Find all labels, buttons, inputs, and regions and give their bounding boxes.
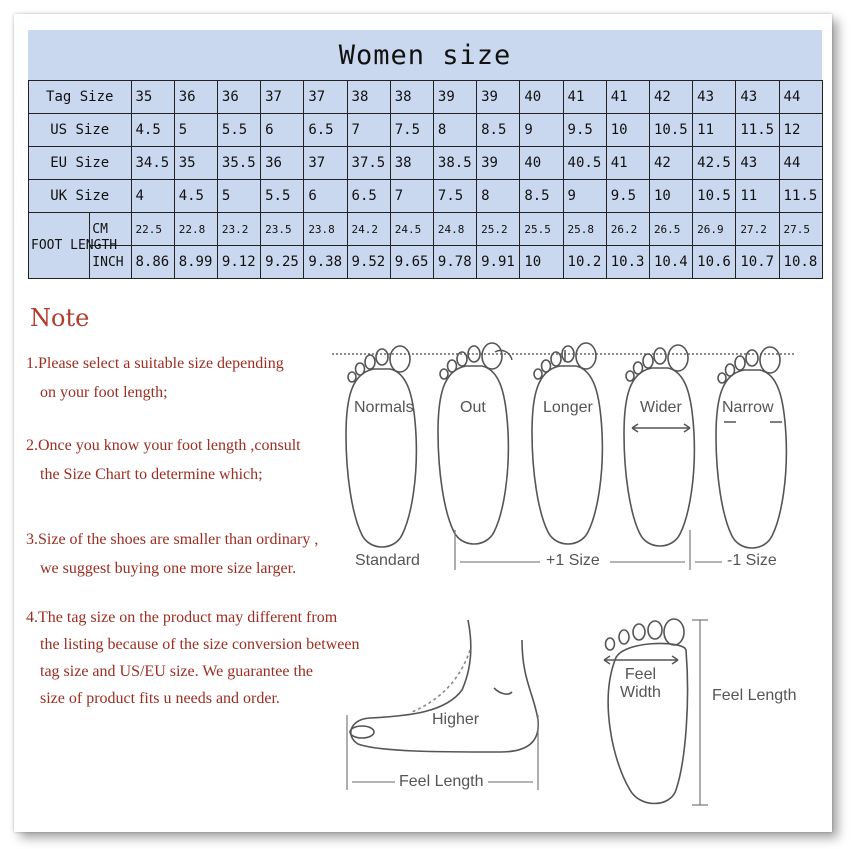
table-cell: 27.2 xyxy=(736,213,779,246)
note-line: the listing because of the size conversion between xyxy=(40,636,360,653)
table-cell: 10 xyxy=(606,114,649,147)
table-cell: 6.5 xyxy=(304,114,347,147)
table-cell: 10 xyxy=(649,180,692,213)
label-standard: Standard xyxy=(355,552,420,569)
label-feel-width-line2: Width xyxy=(620,684,661,701)
table-cell: 11 xyxy=(736,180,779,213)
table-cell: 9.91 xyxy=(477,246,520,279)
table-cell: 10.8 xyxy=(779,246,822,279)
table-cell: 36 xyxy=(261,147,304,180)
table-cell: 7.5 xyxy=(390,114,433,147)
table-cell: 8 xyxy=(477,180,520,213)
table-cell: 40 xyxy=(520,147,563,180)
table-cell: 6 xyxy=(261,114,304,147)
table-cell: 37 xyxy=(304,147,347,180)
table-cell: 11.5 xyxy=(779,180,822,213)
table-cell: 38 xyxy=(347,81,390,114)
table-cell: 39 xyxy=(477,81,520,114)
table-cell: 10.3 xyxy=(606,246,649,279)
label-feel-width-line1: Feel xyxy=(624,666,657,683)
cm-label: CM xyxy=(90,213,131,246)
table-cell: 43 xyxy=(736,81,779,114)
table-cell: 11.5 xyxy=(736,114,779,147)
table-cell: 22.8 xyxy=(174,213,217,246)
table-cell: 9.25 xyxy=(261,246,304,279)
table-cell: 35 xyxy=(174,147,217,180)
table-cell: 38 xyxy=(390,147,433,180)
table-cell: 22.5 xyxy=(131,213,174,246)
table-cell: 41 xyxy=(563,81,606,114)
table-cell: 6 xyxy=(304,180,347,213)
table-cell: 24.2 xyxy=(347,213,390,246)
foot-longer-icon xyxy=(532,343,602,544)
note-line: on your foot length; xyxy=(40,384,168,401)
foot-wider-icon xyxy=(624,345,694,546)
label-plus-one-size: +1 Size xyxy=(546,552,600,569)
table-cell: 23.5 xyxy=(261,213,304,246)
table-cell: 7 xyxy=(390,180,433,213)
label-feel-length-side: Feel Length xyxy=(399,773,484,790)
table-cell: 7.5 xyxy=(433,180,476,213)
table-cell: 5 xyxy=(174,114,217,147)
table-cell: 25.2 xyxy=(477,213,520,246)
table-cell: 7 xyxy=(347,114,390,147)
table-cell: 41 xyxy=(606,147,649,180)
table-cell: 10 xyxy=(520,246,563,279)
table-cell: 10.6 xyxy=(693,246,736,279)
table-cell: 38 xyxy=(390,81,433,114)
table-cell: 9 xyxy=(563,180,606,213)
table-cell: 9.5 xyxy=(563,114,606,147)
label-feel-width xyxy=(620,666,661,702)
label-wider: Wider xyxy=(640,399,682,416)
foot-out-icon xyxy=(438,343,508,544)
note-line: size of product fits u needs and order. xyxy=(40,690,280,707)
note-line: 2.Once you know your foot length ,consult xyxy=(26,437,301,454)
note-line: 1.Please select a suitable size depending xyxy=(26,355,284,372)
table-cell: 40.5 xyxy=(563,147,606,180)
table-cell: 42 xyxy=(649,147,692,180)
table-cell: 37.5 xyxy=(347,147,390,180)
table-cell: 8.86 xyxy=(131,246,174,279)
table-cell: 8.5 xyxy=(520,180,563,213)
label-longer: Longer xyxy=(543,399,593,416)
table-cell: 25.5 xyxy=(520,213,563,246)
table-cell: 35 xyxy=(131,81,174,114)
table-cell: 39 xyxy=(433,81,476,114)
note-line: the Size Chart to determine which; xyxy=(40,466,263,483)
curved-arrow-icon xyxy=(495,350,512,360)
table-cell: 10.2 xyxy=(563,246,606,279)
table-cell: 37 xyxy=(261,81,304,114)
table-cell: 10.5 xyxy=(693,180,736,213)
table-cell: 11 xyxy=(693,114,736,147)
table-cell: 27.5 xyxy=(779,213,822,246)
table-cell: 8 xyxy=(433,114,476,147)
table-cell: 23.8 xyxy=(304,213,347,246)
table-cell: 36 xyxy=(174,81,217,114)
table-cell: 26.2 xyxy=(606,213,649,246)
table-cell: 5.5 xyxy=(217,114,260,147)
table-cell: 8.5 xyxy=(477,114,520,147)
foot-sole-icon xyxy=(606,619,688,804)
foot-normal-icon xyxy=(346,346,416,547)
note-line: 3.Size of the shoes are smaller than ordinary , xyxy=(26,531,319,548)
table-cell: 9.65 xyxy=(390,246,433,279)
table-cell: 9.78 xyxy=(433,246,476,279)
table-title: Women size xyxy=(28,30,822,80)
table-cell: 37 xyxy=(304,81,347,114)
row-label: EU Size xyxy=(29,147,132,180)
note-title: Note xyxy=(30,304,90,332)
table-cell: 40 xyxy=(520,81,563,114)
table-cell: 42.5 xyxy=(693,147,736,180)
table-cell: 38.5 xyxy=(433,147,476,180)
table-cell: 9.38 xyxy=(304,246,347,279)
table-cell: 9.52 xyxy=(347,246,390,279)
table-cell: 43 xyxy=(693,81,736,114)
table-cell: 23.2 xyxy=(217,213,260,246)
table-cell: 9 xyxy=(520,114,563,147)
inch-label: INCH xyxy=(90,246,131,279)
table-cell: 5 xyxy=(217,180,260,213)
table-cell: 24.8 xyxy=(433,213,476,246)
table-cell: 6.5 xyxy=(347,180,390,213)
note-line: we suggest buying one more size larger. xyxy=(40,560,297,577)
table-cell: 10.7 xyxy=(736,246,779,279)
table-cell: 25.8 xyxy=(563,213,606,246)
table-cell: 10.5 xyxy=(649,114,692,147)
foot-length-label: FOOT LENGTH xyxy=(29,213,90,279)
table-cell: 5.5 xyxy=(261,180,304,213)
note-line: 4.The tag size on the product may different from xyxy=(26,609,338,626)
table-cell: 35.5 xyxy=(217,147,260,180)
table-cell: 8.99 xyxy=(174,246,217,279)
table-cell: 10.4 xyxy=(649,246,692,279)
table-cell: 4.5 xyxy=(131,114,174,147)
label-normals: Normals xyxy=(354,399,414,416)
table-cell: 44 xyxy=(779,147,822,180)
table-cell: 9.12 xyxy=(217,246,260,279)
label-minus-one-size: -1 Size xyxy=(727,552,777,569)
table-cell: 41 xyxy=(606,81,649,114)
table-cell: 34.5 xyxy=(131,147,174,180)
note-line: tag size and US/EU size. We guarantee the xyxy=(40,663,313,680)
row-label: UK Size xyxy=(29,180,132,213)
foot-narrow-icon xyxy=(716,347,786,548)
table-cell: 4.5 xyxy=(174,180,217,213)
row-label: US Size xyxy=(29,114,132,147)
foot-side-view-icon xyxy=(350,620,538,752)
table-cell: 26.5 xyxy=(649,213,692,246)
row-label: Tag Size xyxy=(29,81,132,114)
table-cell: 4 xyxy=(131,180,174,213)
table-cell: 36 xyxy=(217,81,260,114)
table-cell: 24.5 xyxy=(390,213,433,246)
table-cell: 26.9 xyxy=(693,213,736,246)
table-cell: 44 xyxy=(779,81,822,114)
label-out: Out xyxy=(460,399,486,416)
table-cell: 39 xyxy=(477,147,520,180)
table-cell: 12 xyxy=(779,114,822,147)
table-cell: 42 xyxy=(649,81,692,114)
label-narrow: Narrow xyxy=(722,399,774,416)
table-cell: 9.5 xyxy=(606,180,649,213)
table-cell: 43 xyxy=(736,147,779,180)
label-higher: Higher xyxy=(432,711,480,728)
label-feel-length-sole: Feel Length xyxy=(712,687,797,704)
